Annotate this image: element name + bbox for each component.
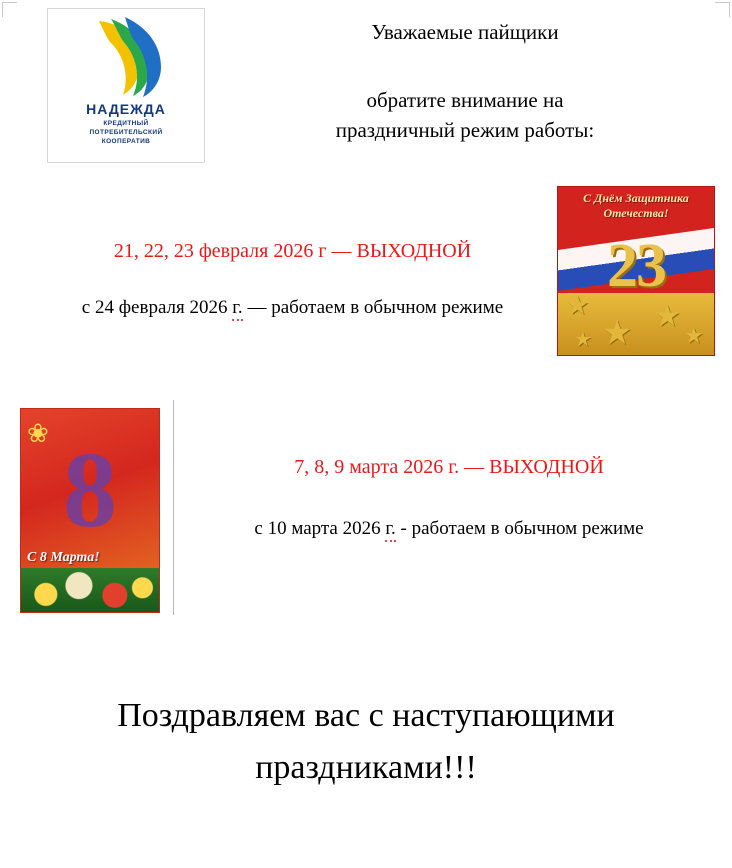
march-work-line-spellcheck: г.	[385, 518, 395, 542]
february-work-line-part-1: с 24 февраля 2026	[81, 297, 233, 318]
march-work-line	[183, 514, 715, 543]
defender-day-card-text-line-2: Отечества!	[603, 206, 669, 220]
march-work-line-part-1: с 10 марта 2026	[254, 518, 386, 539]
february-work-line-spellcheck: г.	[232, 297, 242, 321]
march-holiday-line: 7, 8, 9 марта 2026 г. — ВЫХОДНОЙ	[294, 456, 604, 478]
page-corner-top-right	[715, 2, 730, 17]
february-work-line	[20, 293, 565, 322]
womens-day-number: 8	[63, 431, 117, 550]
star-icon: ★	[574, 329, 592, 351]
logo-subtitle-line-2: ПОТРЕБИТЕЛЬСКИЙ	[89, 129, 163, 136]
page-corner-top-left	[2, 2, 17, 17]
star-icon: ★	[602, 315, 633, 352]
march-work-line-part-2: - работаем в обычном режиме	[395, 518, 644, 539]
logo-subtitle	[48, 119, 204, 146]
heading-secondary-line-2: праздничный режим работы:	[335, 118, 595, 142]
star-icon: ★	[566, 291, 590, 320]
company-logo-box	[47, 8, 205, 163]
defender-day-card-text	[558, 191, 714, 221]
congratulations-line-2: праздниками!!!	[255, 749, 477, 786]
defender-day-number: 23	[607, 232, 665, 300]
flower-icon: ❀	[27, 419, 49, 448]
logo-subtitle-line-3: КООПЕРАТИВ	[101, 138, 151, 145]
congratulations-block	[16, 690, 716, 794]
defender-day-card-image	[557, 186, 715, 356]
heading-secondary-line-1: обратите внимание на	[366, 88, 564, 112]
congratulations-line-1: Поздравляем вас с наступающими	[117, 697, 615, 734]
flowers-decoration	[21, 568, 159, 612]
womens-day-card-text: С 8 Марта!	[27, 550, 100, 565]
womens-day-card-image	[20, 408, 160, 613]
february-work-line-part-2: — работаем в обычном режиме	[242, 297, 504, 318]
february-holiday-line: 21, 22, 23 февраля 2026 г — ВЫХОДНОЙ	[113, 240, 472, 262]
heading-secondary	[215, 85, 715, 145]
logo-mark-icon	[89, 17, 163, 97]
vertical-divider	[173, 400, 174, 615]
logo-title: НАДЕЖДА	[86, 101, 166, 117]
star-icon: ★	[654, 300, 681, 333]
defender-day-card-text-line-1: С Днём Защитника	[583, 191, 689, 205]
heading-primary: Уважаемые пайщики	[371, 20, 559, 44]
logo-subtitle-line-1: КРЕДИТНЫЙ	[103, 120, 149, 127]
star-icon: ★	[684, 323, 704, 348]
